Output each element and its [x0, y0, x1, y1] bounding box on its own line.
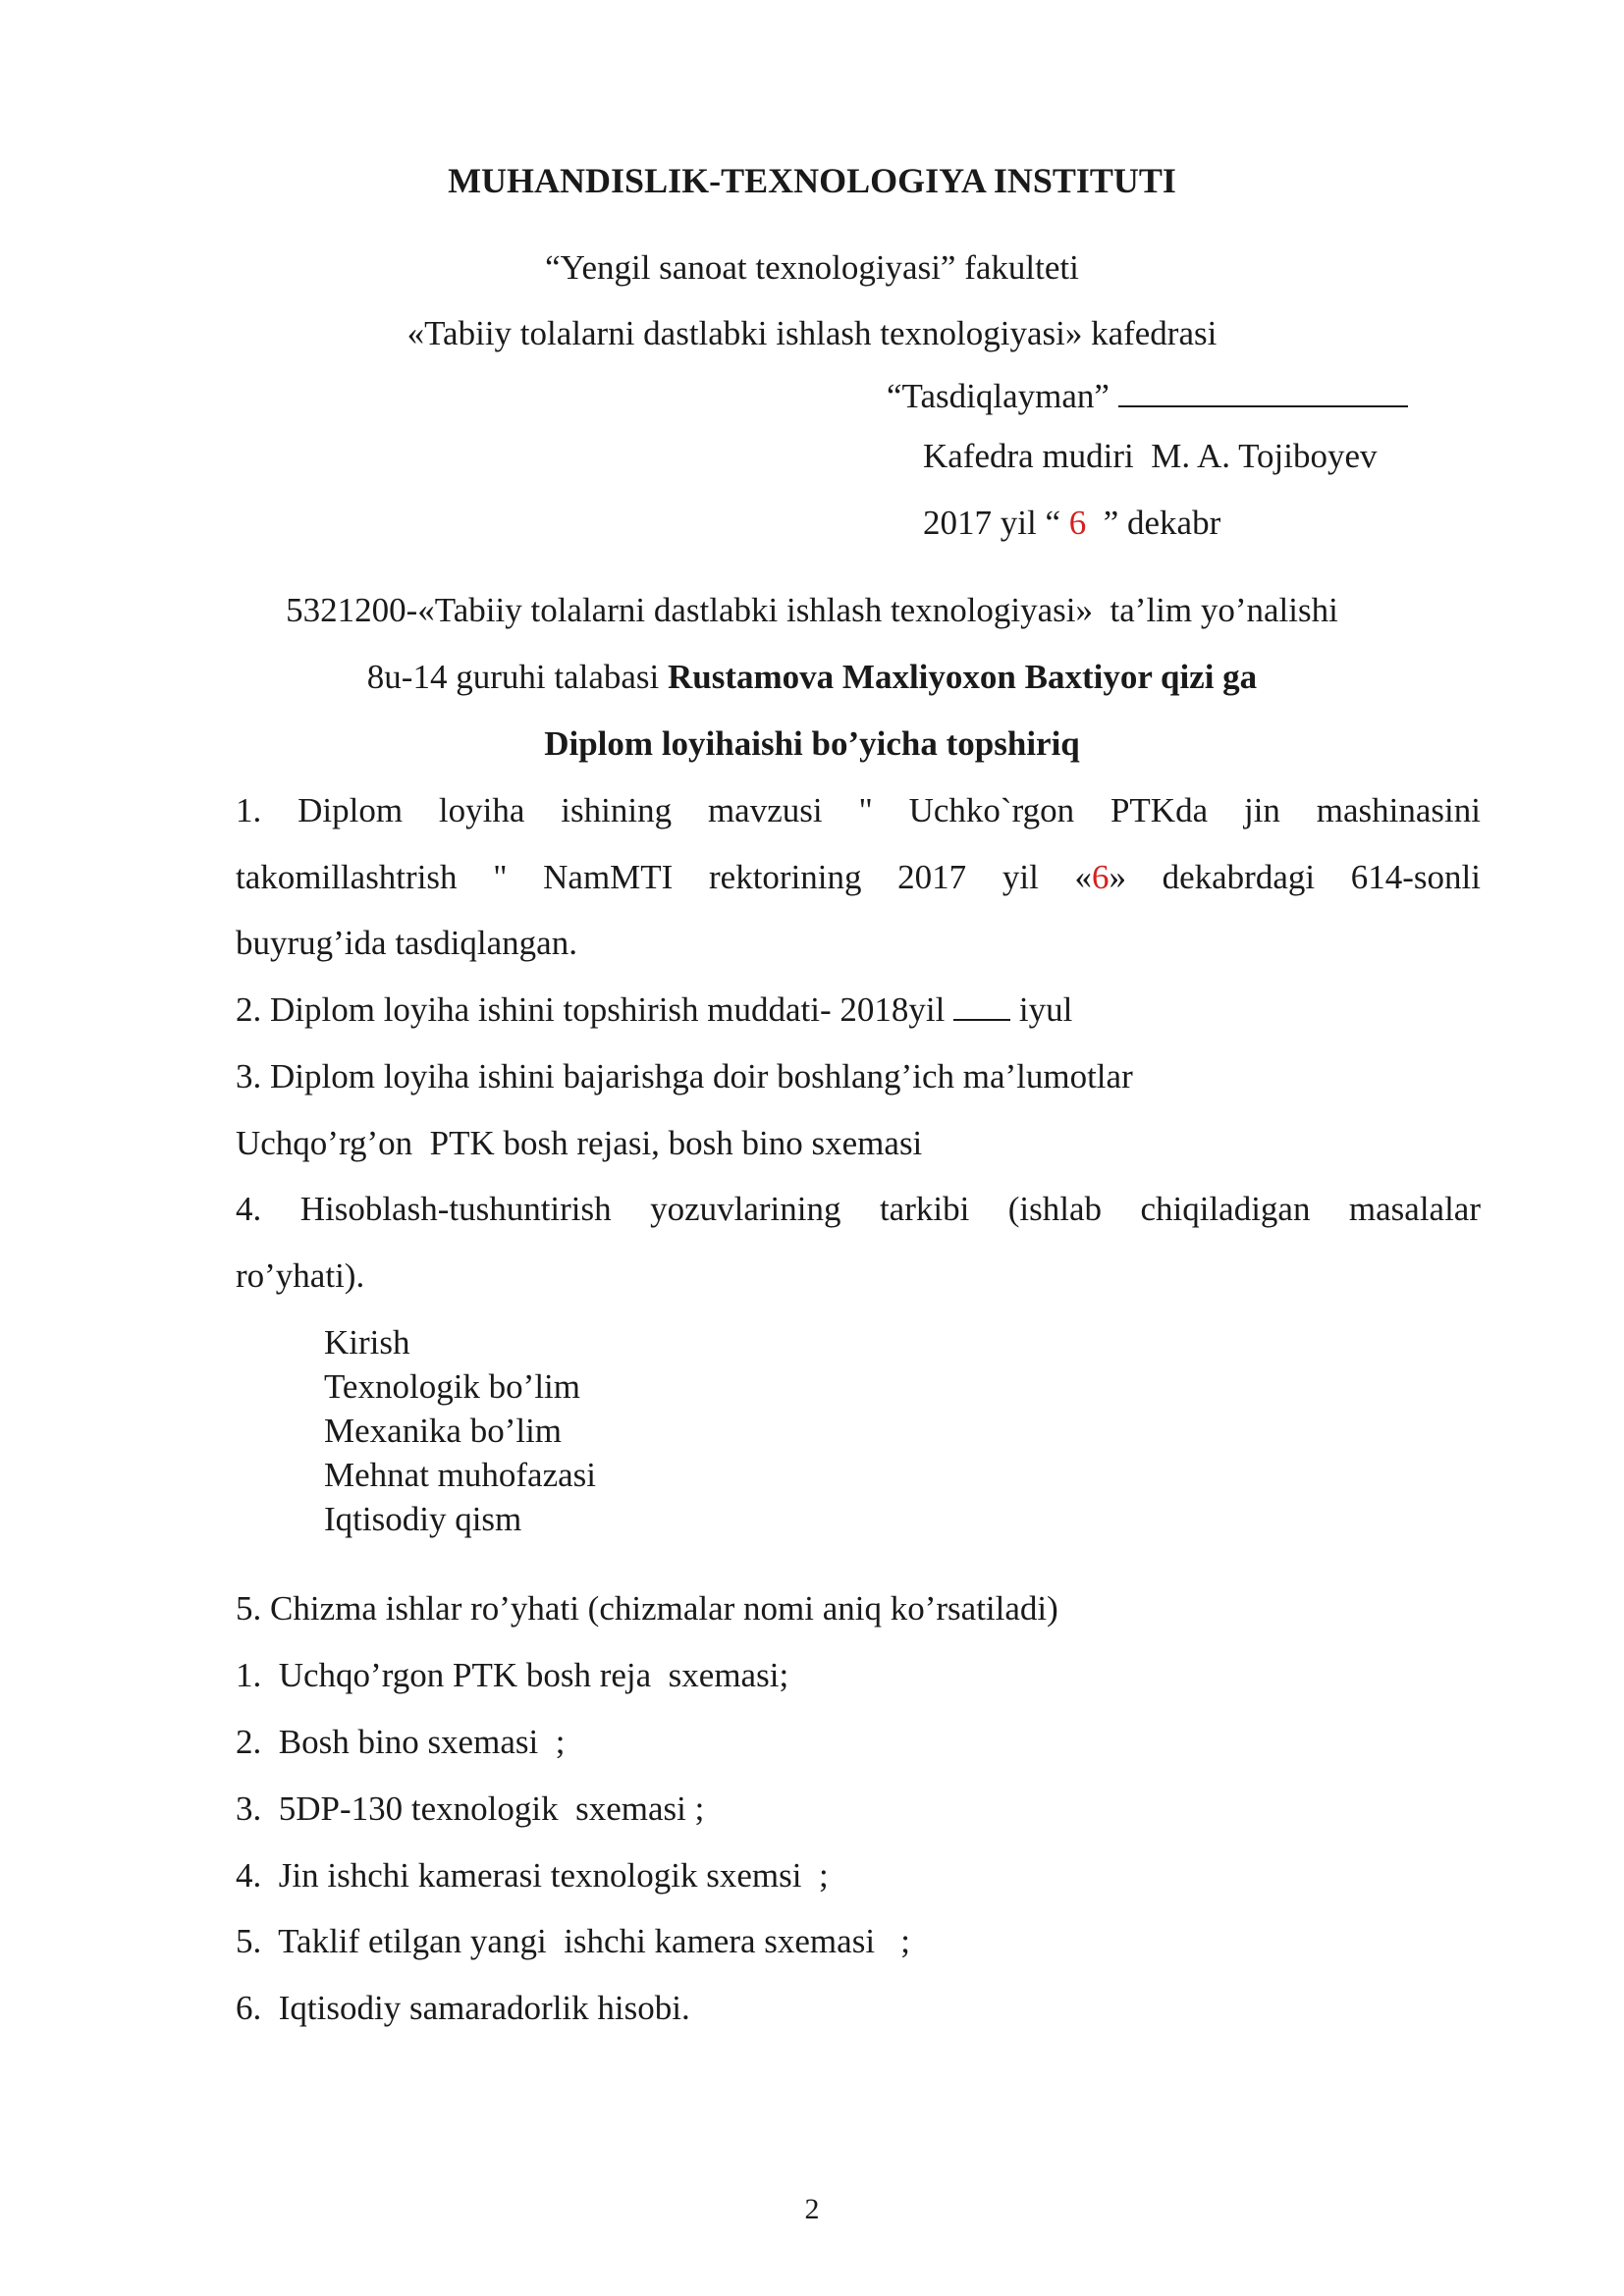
page-number: 2 — [804, 2193, 820, 2225]
drawings-title: 5. Chizma ishlar ro’yhati (chizmalar nomi aniq ko’rsatiladi) — [236, 1589, 1058, 1628]
drawing-item: 2. Bosh bino sxemasi ; — [236, 1723, 566, 1761]
drawing-item: 1. Uchqo’rgon PTK bosh reja sxemasi; — [236, 1656, 789, 1694]
section-item: Mexanika bo’lim — [324, 1412, 563, 1450]
student-name: Rustamova Maxliyoxon Baxtiyor qizi ga — [667, 658, 1258, 696]
item-3-line-1: 3. Diplom loyiha ishini bajarishga doir boshlang’ich ma’lumotlar — [236, 1057, 1133, 1095]
item-1-line-3: buyrug’ida tasdiqlangan. — [236, 924, 577, 962]
drawing-item: 4. Jin ishchi kamerasi texnologik sxemsi ; — [236, 1856, 829, 1895]
approval-day: 6 — [1068, 504, 1087, 542]
decree-day: 6 — [1091, 858, 1110, 896]
item-1-line-2: takomillashtrish " NamMTI rektorining 2017 yil «6» dekabrdagi 614-sonli — [236, 858, 1481, 896]
drawing-item: 5. Taklif etilgan yangi ishchi kamera sxemasi ; — [236, 1922, 911, 1960]
item-2: 2. Diplom loyiha ishini topshirish muddati- 2018yil iyul — [236, 990, 1073, 1029]
department-head-line — [923, 439, 1378, 473]
approval-label: “Tasdiqlayman” — [887, 377, 1110, 415]
item-3-line-2: Uchqo’rg’on PTK bosh rejasi, bosh bino sxemasi — [236, 1124, 923, 1162]
student-line: 8u-14 guruhi talabasi Rustamova Maxliyoxon Baxtiyor qizi ga — [366, 658, 1258, 696]
section-item: Mehnat muhofazasi — [324, 1456, 596, 1494]
approval-line — [887, 379, 1408, 413]
task-title: Diplom loyihaishi bo’yicha topshiriq — [544, 724, 1080, 763]
signature-blank — [1118, 380, 1408, 407]
item-4-line-2: ro’yhati). — [236, 1256, 365, 1295]
head-name: M. A. Tojiboyev — [1151, 437, 1378, 475]
date-blank — [953, 993, 1010, 1021]
head-label: Kafedra mudiri — [923, 437, 1134, 475]
drawing-item: 6. Iqtisodiy samaradorlik hisobi. — [236, 1989, 690, 2027]
institute-title: MUHANDISLIK-TEXNOLOGIYA INSTITUTI — [448, 161, 1176, 200]
drawing-item: 3. 5DP-130 texnologik sxemasi ; — [236, 1789, 705, 1828]
faculty-name: “Yengil sanoat texnologiyasi” fakulteti — [545, 248, 1079, 287]
specialty-line: 5321200-«Tabiiy tolalarni dastlabki ishlash texnologiyasi» ta’lim yo’nalishi — [286, 591, 1338, 629]
item-1-line-1: 1. Diplom loyiha ishining mavzusi " Uchko`rgon PTKda jin mashinasini — [236, 791, 1481, 829]
section-item: Texnologik bo’lim — [324, 1367, 580, 1406]
item-4-line-1: 4. Hisoblash-tushuntirish yozuvlarining tarkibi (ishlab chiqiladigan masalalar — [236, 1190, 1481, 1228]
section-item: Iqtisodiy qism — [324, 1500, 522, 1538]
approval-date: 2017 yil “ 6 ” dekabr — [923, 504, 1221, 542]
section-item: Kirish — [324, 1323, 410, 1362]
department-name: «Tabiiy tolalarni dastlabki ishlash texnologiyasi» kafedrasi — [406, 314, 1218, 352]
